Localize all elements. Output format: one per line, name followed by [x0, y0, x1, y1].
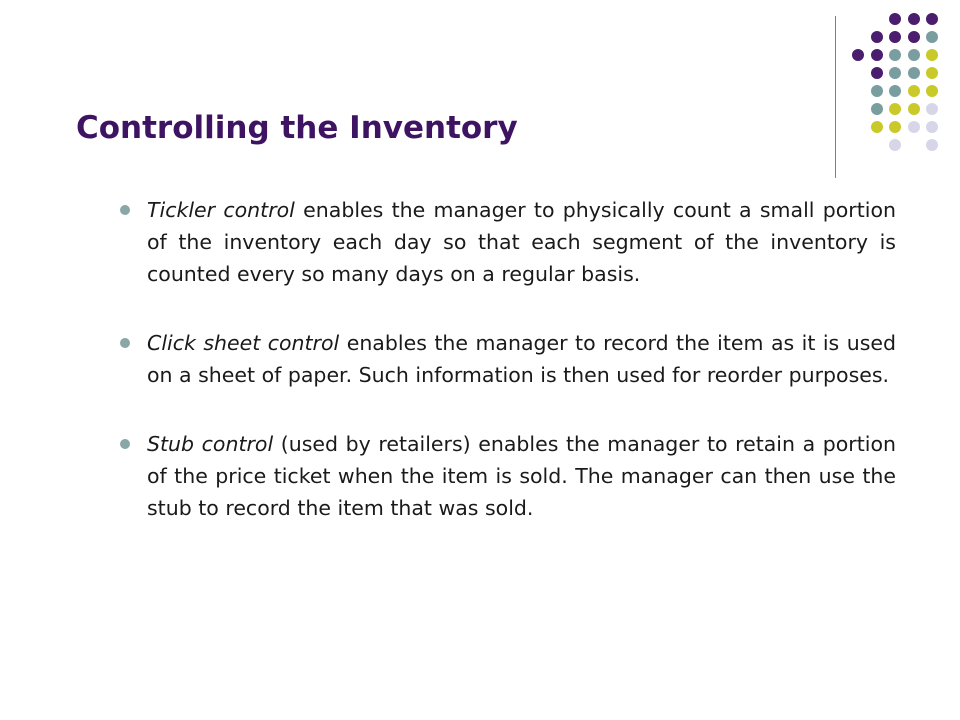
- vertical-divider: [835, 16, 836, 178]
- bullet-term: Stub control: [147, 432, 274, 456]
- decorative-dot-icon: [889, 31, 901, 43]
- bullet-item: [120, 428, 896, 524]
- decorative-dot-icon: [871, 121, 883, 133]
- decorative-dot-icon: [889, 49, 901, 61]
- decorative-dot-icon: [908, 13, 920, 25]
- decorative-dot-icon: [908, 121, 920, 133]
- decorative-dot-icon: [871, 67, 883, 79]
- bullet-dot-icon: [120, 439, 130, 449]
- decorative-dot-icon: [889, 121, 901, 133]
- decorative-dot-icon: [889, 103, 901, 115]
- decorative-dot-icon: [889, 139, 901, 151]
- bullet-term: Click sheet control: [147, 331, 340, 355]
- decorative-dot-icon: [908, 103, 920, 115]
- decorative-dot-icon: [871, 49, 883, 61]
- decorative-dot-icon: [926, 67, 938, 79]
- bullet-text: enables the manager to physically count a small portion of the inventory each day so that each segment of the inventory is counted every so many days on a regular basis.: [147, 198, 896, 286]
- decorative-dot-icon: [926, 85, 938, 97]
- bullet-item: [120, 327, 896, 391]
- decorative-dot-icon: [889, 13, 901, 25]
- decorative-dot-icon: [926, 103, 938, 115]
- decorative-dot-icon: [852, 49, 864, 61]
- decorative-dot-grid: [852, 13, 940, 153]
- bullet-dot-icon: [120, 205, 130, 215]
- decorative-dot-icon: [908, 49, 920, 61]
- bullet-term: Tickler control: [147, 198, 295, 222]
- bullet-text: (used by retailers) enables the manager to retain a portion of the price ticket when the item is sold. The manager can then use the stub to record the item that was sold.: [147, 432, 896, 520]
- decorative-dot-icon: [908, 67, 920, 79]
- decorative-dot-icon: [926, 31, 938, 43]
- bullet-list: [120, 194, 896, 524]
- decorative-dot-icon: [908, 85, 920, 97]
- decorative-dot-icon: [926, 121, 938, 133]
- decorative-dot-icon: [871, 103, 883, 115]
- bullet-text: enables the manager to record the item as it is used on a sheet of paper. Such information is then used for reorder purposes.: [147, 331, 896, 387]
- bullet-item: [120, 194, 896, 290]
- decorative-dot-icon: [889, 85, 901, 97]
- decorative-dot-icon: [926, 49, 938, 61]
- decorative-dot-icon: [889, 67, 901, 79]
- decorative-dot-icon: [926, 13, 938, 25]
- decorative-dot-icon: [871, 85, 883, 97]
- decorative-dot-icon: [908, 31, 920, 43]
- decorative-dot-icon: [926, 139, 938, 151]
- slide-title: Controlling the Inventory: [76, 110, 518, 146]
- decorative-dot-icon: [871, 31, 883, 43]
- bullet-dot-icon: [120, 338, 130, 348]
